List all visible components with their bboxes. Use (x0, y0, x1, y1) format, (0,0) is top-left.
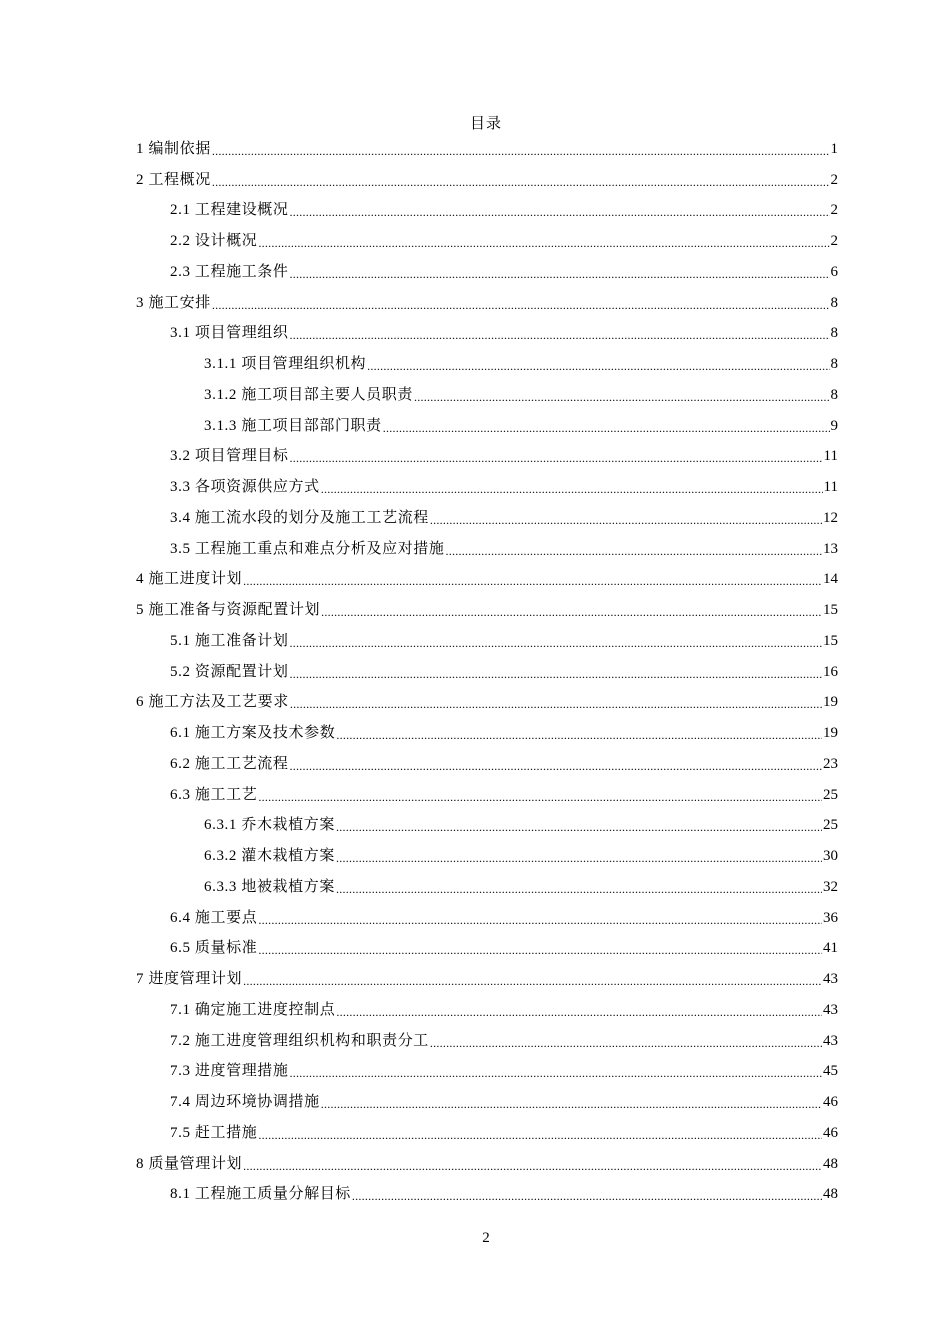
toc-entry[interactable] (136, 621, 838, 652)
toc-dot-leader (290, 446, 823, 466)
toc-entry[interactable] (136, 283, 838, 314)
toc-dot-leader (336, 877, 822, 897)
toc-entry-page: 48 (823, 1186, 838, 1203)
toc-dot-leader (212, 293, 830, 313)
toc-dot-leader (258, 908, 822, 928)
toc-dot-leader (290, 200, 830, 220)
toc-entry-page: 14 (823, 571, 838, 588)
toc-entry-page: 41 (823, 940, 838, 957)
toc-entry-page: 25 (823, 786, 838, 803)
toc-entry-label: 7.5 赶工措施 (170, 1124, 258, 1141)
toc-entry-label: 3 施工安排 (136, 294, 211, 311)
toc-dot-leader (336, 846, 822, 866)
toc-entry-page: 45 (823, 1063, 838, 1080)
toc-dot-leader (290, 631, 822, 651)
toc-dot-leader (321, 600, 822, 620)
toc-entry-label: 6.5 质量标准 (170, 940, 258, 957)
toc-entry[interactable] (136, 806, 838, 837)
toc-entry[interactable] (136, 713, 838, 744)
toc-dot-leader (321, 477, 823, 497)
toc-entry-page: 13 (823, 540, 838, 557)
toc-entry[interactable] (136, 252, 838, 283)
toc-entry-label: 6.3 施工工艺 (170, 786, 258, 803)
toc-dot-leader (243, 569, 822, 589)
toc-entry[interactable] (136, 344, 838, 375)
toc-entry-label: 3.2 项目管理目标 (170, 448, 289, 465)
toc-entry-page: 11 (823, 448, 838, 465)
toc-entry-label: 7.4 周边环境协调措施 (170, 1094, 320, 1110)
toc-dot-leader (258, 231, 829, 251)
toc-dot-leader (212, 170, 830, 190)
toc-entry[interactable] (136, 775, 838, 806)
toc-entry[interactable] (136, 129, 838, 160)
toc-entry-page: 36 (823, 909, 838, 926)
toc-entry[interactable] (136, 836, 838, 867)
toc-entry-label: 5.1 施工准备计划 (170, 632, 289, 649)
toc-entry-label: 2.2 设计概况 (170, 233, 258, 249)
toc-title: 目录 (469, 116, 502, 132)
toc-dot-leader (212, 139, 830, 159)
toc-entry-label: 5 施工准备与资源配置计划 (136, 602, 321, 618)
toc-entry[interactable] (136, 160, 838, 191)
toc-entry-page: 8 (830, 386, 838, 403)
toc-dot-leader (336, 1000, 822, 1020)
toc-entry[interactable] (136, 959, 838, 990)
toc-entry[interactable] (136, 1082, 838, 1113)
toc-dot-leader (352, 1184, 822, 1204)
toc-entry[interactable] (136, 529, 838, 560)
toc-entry[interactable] (136, 867, 838, 898)
toc-entry[interactable] (136, 406, 838, 437)
toc-dot-leader (290, 323, 830, 343)
toc-entry-page: 8 (830, 294, 838, 311)
toc-entry-page: 6 (830, 263, 838, 280)
toc-entry[interactable] (136, 1175, 838, 1206)
toc-entry[interactable] (136, 1113, 838, 1144)
toc-entry-page: 43 (823, 1001, 838, 1018)
toc-entry-label: 2 工程概况 (136, 171, 211, 188)
table-of-contents (136, 129, 838, 1205)
toc-entry-page: 19 (823, 694, 838, 711)
toc-entry-page: 8 (830, 325, 838, 342)
toc-dot-leader (446, 539, 822, 559)
toc-entry-label: 6.2 施工工艺流程 (170, 755, 289, 772)
toc-dot-leader (336, 815, 822, 835)
toc-entry-label: 3.1.2 施工项目部主要人员职责 (204, 386, 413, 403)
toc-entry[interactable] (136, 498, 838, 529)
toc-entry-page: 15 (823, 602, 838, 618)
toc-dot-leader (290, 662, 822, 682)
toc-entry-page: 25 (823, 817, 838, 834)
toc-dot-leader (383, 416, 830, 436)
toc-dot-leader (290, 1061, 822, 1081)
toc-entry[interactable] (136, 221, 838, 252)
toc-entry[interactable] (136, 990, 838, 1021)
toc-entry[interactable] (136, 929, 838, 960)
toc-entry-label: 1 编制依据 (136, 140, 211, 157)
toc-entry-label: 6.4 施工要点 (170, 909, 258, 926)
toc-dot-leader (414, 385, 830, 405)
toc-dot-leader (367, 354, 829, 374)
toc-entry-page: 15 (823, 632, 838, 649)
toc-entry[interactable] (136, 467, 838, 498)
toc-entry[interactable] (136, 560, 838, 591)
toc-entry-label: 7 进度管理计划 (136, 971, 243, 987)
toc-entry-page: 12 (823, 509, 838, 526)
toc-dot-leader (430, 1031, 822, 1051)
toc-entry-label: 3.4 施工流水段的划分及施工工艺流程 (170, 509, 429, 526)
toc-entry-page: 23 (823, 755, 838, 772)
toc-dot-leader (290, 754, 822, 774)
toc-entry-label: 3.1.1 项目管理组织机构 (204, 356, 367, 372)
toc-entry-label: 3.1.3 施工项目部部门职责 (204, 417, 382, 434)
toc-entry[interactable] (136, 1052, 838, 1083)
toc-entry-page: 9 (830, 417, 838, 434)
toc-entry[interactable] (136, 898, 838, 929)
toc-dot-leader (290, 692, 822, 712)
toc-entry-page: 19 (823, 725, 838, 741)
toc-entry-label: 6 施工方法及工艺要求 (136, 694, 289, 711)
toc-entry-label: 6.1 施工方案及技术参数 (170, 725, 336, 741)
toc-entry[interactable] (136, 437, 838, 468)
toc-dot-leader (243, 1154, 822, 1174)
page-number: 2 (482, 1230, 490, 1246)
toc-entry-page: 32 (823, 878, 838, 895)
toc-entry-label: 6.3.3 地被栽植方案 (204, 878, 335, 895)
toc-dot-leader (290, 262, 830, 282)
toc-entry-label: 3.3 各项资源供应方式 (170, 479, 320, 495)
toc-entry-page: 2 (830, 202, 838, 219)
toc-entry-page: 46 (823, 1094, 838, 1110)
toc-entry-page: 8 (830, 356, 838, 372)
toc-dot-leader (336, 723, 822, 743)
toc-entry-label: 2.1 工程建设概况 (170, 202, 289, 219)
toc-entry[interactable] (136, 314, 838, 345)
toc-entry-page: 2 (830, 233, 838, 249)
toc-entry-label: 8.1 工程施工质量分解目标 (170, 1186, 351, 1203)
toc-entry[interactable] (136, 683, 838, 714)
toc-entry-label: 6.3.2 灌木栽植方案 (204, 848, 335, 864)
toc-entry[interactable] (136, 375, 838, 406)
toc-entry-page: 16 (823, 663, 838, 680)
toc-entry-page: 43 (823, 1032, 838, 1049)
toc-entry-label: 8 质量管理计划 (136, 1155, 243, 1172)
toc-entry-label: 3.1 项目管理组织 (170, 325, 289, 342)
toc-dot-leader (258, 1123, 822, 1143)
toc-entry[interactable] (136, 590, 838, 621)
toc-entry[interactable] (136, 1144, 838, 1175)
toc-entry-page: 46 (823, 1124, 838, 1141)
toc-entry-label: 6.3.1 乔木栽植方案 (204, 817, 335, 834)
toc-entry[interactable] (136, 744, 838, 775)
toc-dot-leader (321, 1092, 822, 1112)
toc-entry-label: 7.2 施工进度管理组织机构和职责分工 (170, 1032, 429, 1049)
toc-entry-label: 2.3 工程施工条件 (170, 263, 289, 280)
toc-dot-leader (258, 785, 822, 805)
toc-entry[interactable] (136, 1021, 838, 1052)
toc-entry-label: 7.3 进度管理措施 (170, 1063, 289, 1080)
toc-dot-leader (430, 508, 822, 528)
toc-entry-page: 48 (823, 1155, 838, 1172)
toc-entry-label: 3.5 工程施工重点和难点分析及应对措施 (170, 540, 445, 557)
toc-dot-leader (258, 938, 822, 958)
toc-entry-page: 2 (830, 171, 838, 188)
toc-entry-label: 4 施工进度计划 (136, 571, 243, 588)
toc-entry-page: 43 (823, 971, 838, 987)
toc-entry-label: 7.1 确定施工进度控制点 (170, 1001, 336, 1018)
toc-entry-page: 30 (823, 848, 838, 864)
toc-entry[interactable] (136, 652, 838, 683)
toc-entry-page: 1 (830, 140, 838, 157)
toc-entry-page: 11 (823, 479, 838, 495)
toc-dot-leader (243, 969, 822, 989)
toc-entry-label: 5.2 资源配置计划 (170, 663, 289, 680)
toc-entry[interactable] (136, 191, 838, 222)
